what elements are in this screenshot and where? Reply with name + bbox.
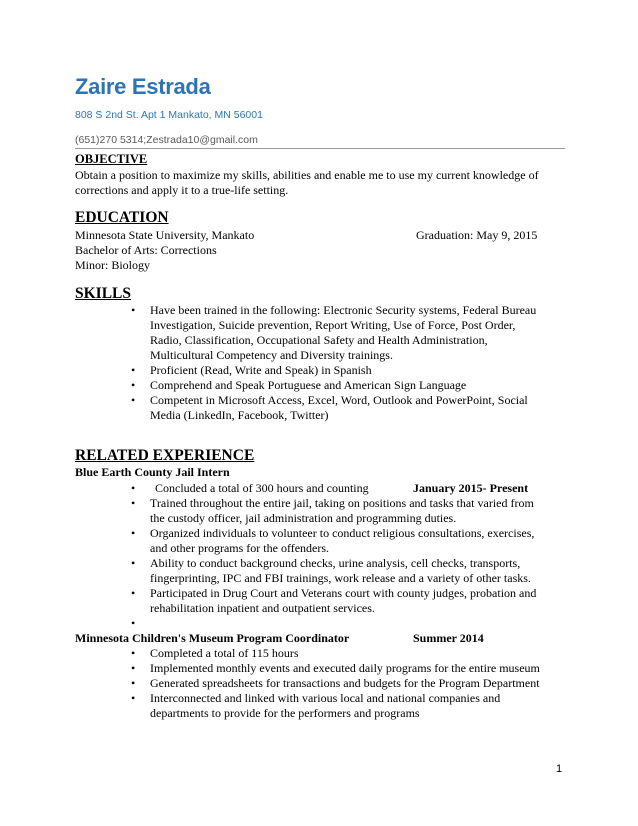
experience-heading: RELATED EXPERIENCE — [75, 447, 255, 464]
header-divider — [75, 148, 565, 149]
bullet-icon: • — [131, 556, 136, 570]
education-degree: Bachelor of Arts: Corrections — [75, 243, 217, 257]
candidate-name: Zaire Estrada — [75, 74, 211, 99]
job-item: Interconnected and linked with various local and national companies and departments to provide for the performers and programs — [150, 691, 501, 720]
bullet-icon: • — [131, 646, 136, 660]
bullet-icon: • — [131, 481, 136, 495]
bullet-icon: • — [131, 526, 136, 540]
job-item: Implemented monthly events and executed daily programs for the entire museum — [150, 661, 540, 675]
bullet-icon: • — [131, 616, 136, 630]
skills-item: Competent in Microsoft Access, Excel, Word, Outlook and PowerPoint, Social Media (LinkedIn, Facebook, Twitter) — [150, 393, 528, 422]
education-minor: Minor: Biology — [75, 258, 151, 272]
address: 808 S 2nd St. Apt 1 Mankato, MN 56001 — [75, 109, 263, 121]
contact-info: (651)270 5314;Zestrada10@gmail.com — [75, 134, 258, 146]
job-item: Ability to conduct background checks, urine analysis, cell checks, transports, fingerprinting, IPC and FBI trainings, work release and a variety of other tasks. — [150, 556, 531, 585]
education-school: Minnesota State University, Mankato — [75, 228, 255, 242]
bullet-icon: • — [131, 378, 136, 392]
bullet-icon: • — [131, 496, 136, 510]
job-item: Generated spreadsheets for transactions and budgets for the Program Department — [150, 676, 540, 690]
bullet-icon: • — [131, 363, 136, 377]
skills-heading: SKILLS — [75, 285, 132, 302]
job-title: Blue Earth County Jail Intern — [75, 465, 230, 479]
education-heading: EDUCATION — [75, 209, 169, 226]
bullet-icon: • — [131, 691, 136, 705]
job-title: Minnesota Children's Museum Program Coordinator — [75, 631, 350, 645]
skills-item: Have been trained in the following: Electronic Security systems, Federal Bureau Investigation, Suicide prevention, Report Writing, Use of Force, Post Order, Radio, Classification, Occupational Safety and Health Administration, Multicultural Competency and Diversity trainings. — [150, 303, 537, 362]
skills-item: Proficient (Read, Write and Speak) in Spanish — [150, 363, 372, 377]
education-graduation: Graduation: May 9, 2015 — [416, 228, 538, 242]
bullet-icon: • — [131, 393, 136, 407]
bullet-icon: • — [131, 303, 136, 317]
job-dates: January 2015- Present — [413, 481, 529, 495]
objective-heading: OBJECTIVE — [75, 152, 148, 166]
job-dates: Summer 2014 — [413, 631, 484, 645]
job-item: Trained throughout the entire jail, taking on positions and tasks that varied from the custody officer, jail administration and programming duties. — [150, 496, 534, 525]
objective-line: Obtain a position to maximize my skills, abilities and enable me to use my current knowledge of — [75, 168, 539, 182]
page-number: 1 — [556, 763, 563, 775]
bullet-icon: • — [131, 586, 136, 600]
bullet-icon: • — [131, 661, 136, 675]
job-item: Organized individuals to volunteer to conduct religious consultations, exercises, and other programs for the offenders. — [150, 526, 535, 555]
objective-line: corrections and apply it to a true-life setting. — [75, 183, 289, 197]
job-item: Completed a total of 115 hours — [150, 646, 299, 660]
job-item: Concluded a total of 300 hours and counting — [155, 481, 369, 495]
skills-item: Comprehend and Speak Portuguese and American Sign Language — [150, 378, 467, 392]
bullet-icon: • — [131, 676, 136, 690]
job-item: Participated in Drug Court and Veterans court with county judges, probation and rehabilitation inpatient and outpatient services. — [150, 586, 537, 615]
